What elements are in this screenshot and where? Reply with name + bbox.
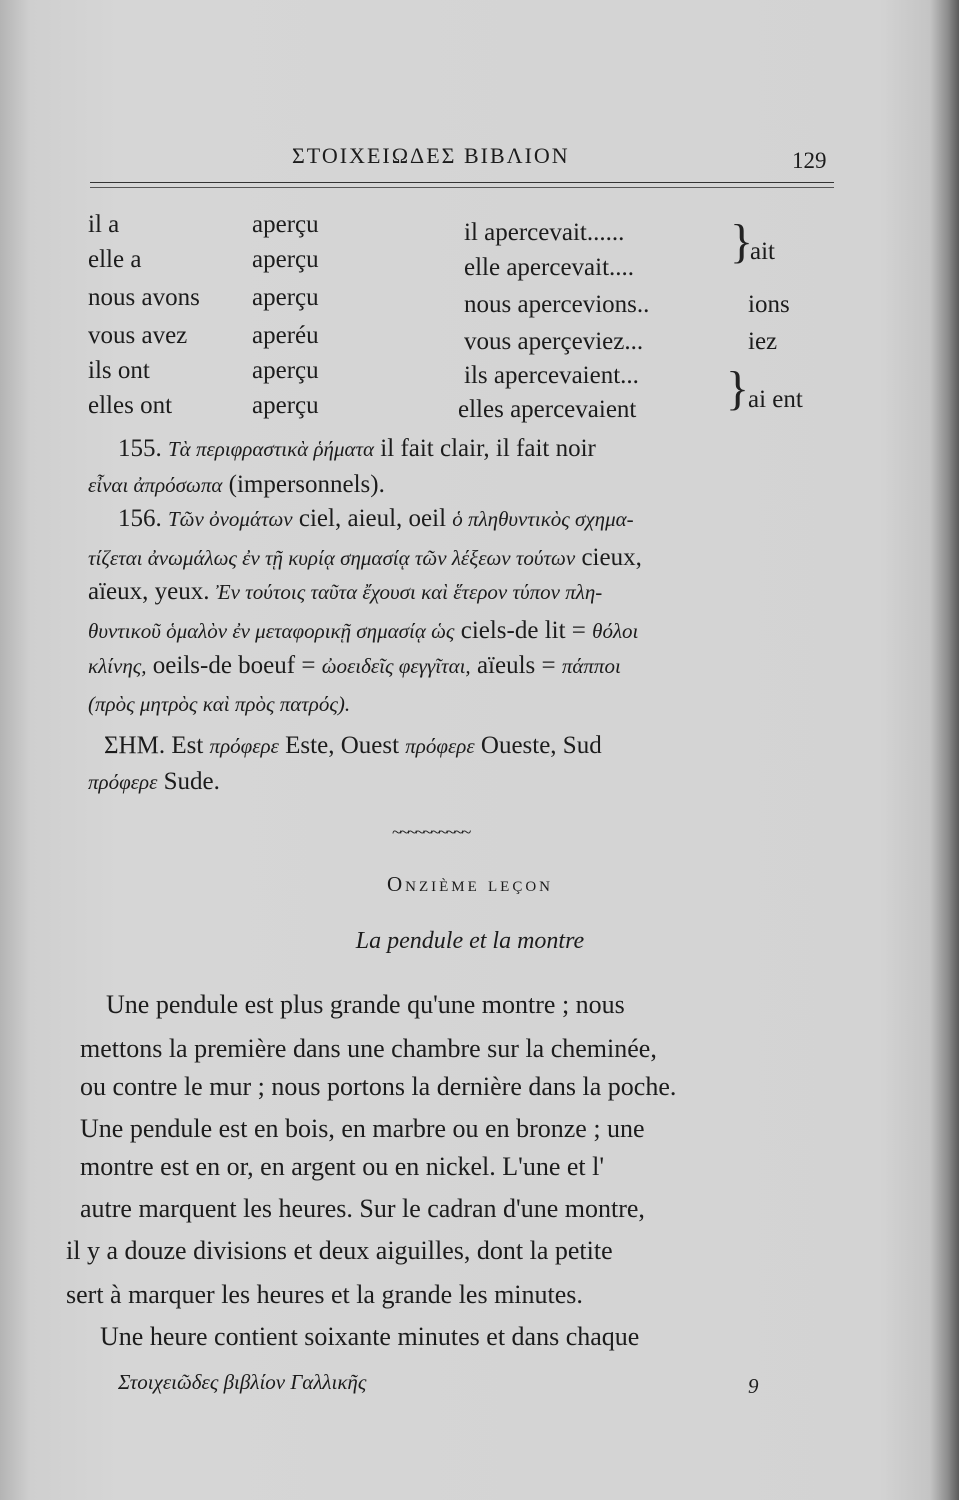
conj-subject: il a — [88, 211, 120, 238]
french-text: Sude. — [163, 768, 220, 795]
note-line — [104, 732, 602, 760]
ending-label: ai ent — [748, 386, 803, 413]
greek-text: τίζεται ἀνωμάλως ἐν τῇ κυρίᾳ σημασίᾳ τῶν λέξεων τούτων — [88, 546, 576, 570]
ending-label: ions — [748, 291, 790, 318]
greek-text: κλίνης, — [88, 654, 147, 678]
conj-subject: ils ont — [88, 357, 150, 384]
paragraph-line: il y a douze divisions et deux aiguilles, dont la petite — [66, 1236, 613, 1265]
conj-participle: aperçu — [252, 357, 319, 384]
header-rule-thin — [90, 187, 834, 188]
greek-text: πάπποι — [561, 654, 621, 678]
section-number: 155. — [118, 435, 162, 462]
french-text: Oueste, Sud — [480, 732, 602, 759]
running-header-title: ΣΤΟΙΧΕΙΩΔΕΣ ΒΙΒΛΙΟΝ — [292, 143, 570, 168]
french-text: Est — [171, 732, 204, 759]
greek-text: Τῶν ὀνομάτων — [168, 507, 293, 531]
note-label: ΣΗΜ. — [104, 732, 166, 759]
french-text: cieux, — [581, 544, 642, 571]
greek-text: πρόφερε — [88, 770, 158, 794]
french-text: ciels-de lit = — [460, 617, 586, 644]
section-156-line — [118, 505, 634, 533]
conj-participle: aperçu — [252, 246, 319, 273]
french-text: aïeuls = — [476, 652, 556, 679]
greek-text: θόλοι — [592, 619, 639, 643]
greek-text: Ἐν τούτοις ταῦτα ἔχουσι καὶ ἕτερον τύπον πλη- — [215, 580, 603, 604]
paragraph-line: sert à marquer les heures et la grande les minutes. — [66, 1280, 583, 1309]
greek-text: Τὰ περιφραστικὰ ῥήματα — [168, 437, 375, 461]
greek-text: πρόφερε — [405, 734, 475, 758]
section-156-line — [88, 617, 638, 645]
conj-imparfait: il apercevait...... — [464, 219, 625, 246]
section-156-line — [88, 578, 602, 606]
paragraph-line: ou contre le mur ; nous portons la dernière dans la poche. — [80, 1072, 677, 1101]
conj-imparfait: vous aperçeviez... — [464, 328, 644, 355]
conj-participle: aperéu — [252, 322, 319, 349]
conj-participle: aperçu — [252, 284, 319, 311]
bracket-brace: } — [730, 215, 754, 268]
page-number: 129 — [792, 148, 827, 173]
french-text: il fait clair, il fait noir — [380, 435, 596, 462]
lesson-subtitle: La pendule et la montre — [355, 928, 585, 954]
conj-imparfait: nous apercevions.. — [464, 291, 650, 318]
ornament-divider: ~~~~~~~~~~ — [392, 822, 470, 842]
paragraph-line: autre marquent les heures. Sur le cadran d'une montre, — [80, 1194, 645, 1223]
paragraph-line: montre est en or, en argent ou en nickel. L'une et l' — [80, 1152, 605, 1181]
ending-label: ait — [750, 238, 775, 265]
greek-text: ὠοειδεῖς φεγγῖται, — [321, 654, 471, 678]
greek-text: εἶναι ἀπρόσωπα — [88, 473, 223, 497]
signature-number: 9 — [748, 1374, 759, 1398]
section-155-line — [88, 471, 385, 499]
french-text: ciel, aieul, oeil — [298, 505, 447, 532]
paragraph-line: Une pendule est en bois, en marbre ou en bronze ; une — [80, 1114, 645, 1143]
note-line — [88, 768, 220, 796]
bracket-brace: } — [726, 362, 750, 415]
greek-text: θυντικοῦ ὁμαλὸν ἐν μεταφορικῇ σημασίᾳ ὡς — [88, 619, 455, 643]
conj-participle: aperçu — [252, 211, 319, 238]
conj-subject: elles ont — [88, 392, 173, 419]
section-156-line — [88, 652, 621, 680]
section-156-line — [88, 544, 642, 572]
paragraph-line: Une heure contient soixante minutes et dans chaque — [100, 1322, 640, 1351]
paragraph-line: Une pendule est plus grande qu'une montre ; nous — [106, 990, 625, 1019]
french-text: (impersonnels). — [228, 471, 385, 498]
lesson-title: Onzième leçon — [386, 872, 554, 896]
greek-text: (πρὸς μητρὸς καὶ πρὸς πατρός). — [88, 692, 351, 716]
section-number: 156. — [118, 505, 162, 532]
french-text: oeils-de boeuf = — [152, 652, 316, 679]
conj-subject: nous avons — [88, 284, 200, 311]
header-rule — [90, 182, 834, 183]
greek-text: ὁ πληθυντικὸς σχημα- — [452, 507, 634, 531]
conj-imparfait: ils apercevaient... — [464, 362, 639, 389]
conj-imparfait: elles apercevaient — [458, 396, 637, 423]
signature-footer: Στοιχειῶδες βιβλίον Γαλλικῆς — [118, 1370, 367, 1394]
section-155-line — [118, 435, 596, 463]
french-text: Este, Ouest — [285, 732, 400, 759]
french-text: aïeux, yeux. — [88, 578, 210, 605]
ending-label: iez — [748, 328, 778, 355]
conj-imparfait: elle apercevait.... — [464, 254, 635, 281]
greek-text: πρόφερε — [209, 734, 279, 758]
conj-subject: elle a — [88, 246, 142, 273]
paragraph-line: mettons la première dans une chambre sur la cheminée, — [80, 1034, 657, 1063]
conj-participle: aperçu — [252, 392, 319, 419]
section-156-line — [88, 690, 350, 718]
conj-subject: vous avez — [88, 322, 188, 349]
